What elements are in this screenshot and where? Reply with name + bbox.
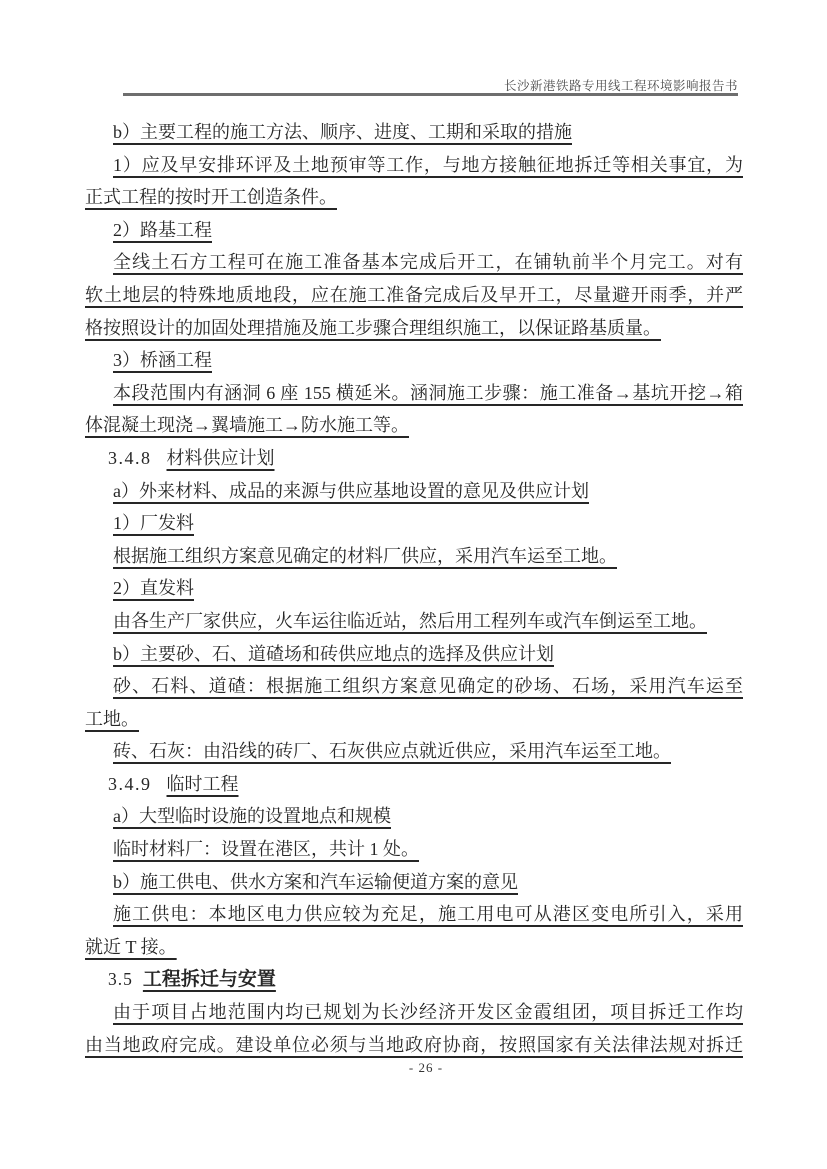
section-heading [85,768,743,801]
paragraph-line [85,540,743,573]
paragraph-line [85,1029,743,1062]
paragraph-line [85,312,743,345]
paragraph-line [85,409,743,442]
paragraph-text: 正式工程的按时开工创造条件。 [85,187,337,208]
section-title: 临时工程 [166,773,239,794]
paragraph-line [85,572,743,605]
paragraph-line [85,670,743,703]
paragraph-line [85,181,743,214]
paragraph-line [85,638,743,671]
paragraph-line [85,703,743,736]
paragraph-text: 1）厂发料 [113,513,194,534]
paragraph-text: b）施工供电、供水方案和汽车运输便道方案的意见 [113,871,518,892]
header-rule [123,93,738,96]
paragraph-line [85,735,743,768]
paragraph-text: 1）应及早安排环评及土地预审等工作，与地方接触征地拆迁等相关事宜，为 [113,154,743,175]
section-number: 3.4.9 [108,773,152,794]
paragraph-text: 本段范围内有涵洞 6 座 155 横延米。涵洞施工步骤：施工准备→基坑开挖→箱 [113,382,743,403]
paragraph-line [85,605,743,638]
section-title: 材料供应计划 [166,447,275,468]
paragraph-text: 由于项目占地范围内均已规划为长沙经济开发区金霞组团，项目拆迁工作均 [113,1002,743,1023]
paragraph-line [85,214,743,247]
paragraph-line [85,866,743,899]
section-heading [85,442,743,475]
paragraph-line [85,833,743,866]
paragraph-text: 就近 T 接。 [85,936,177,957]
paragraph-text: 体混凝土现浇→翼墙施工→防水施工等。 [85,415,409,436]
paragraph-line [85,246,743,279]
paragraph-line [85,116,743,149]
section-title: 工程拆迁与安置 [142,969,276,991]
paragraph-line [85,931,743,964]
paragraph-text: 临时材料厂：设置在港区，共计 1 处。 [113,839,419,860]
paragraph-text: 全线土石方工程可在施工准备基本完成后开工，在铺轨前半个月完工。对有 [113,252,743,273]
running-head-title: 长沙新港铁路专用线工程环境影响报告书 [503,79,738,93]
paragraph-line [85,149,743,182]
paragraph-text: 砂、石料、道碴：根据施工组织方案意见确定的砂场、石场，采用汽车运至 [113,676,743,697]
paragraph-line [85,377,743,410]
paragraph-text: 由各生产厂家供应，火车运往临近站，然后用工程列车或汽车倒运至工地。 [113,610,707,631]
paragraph-text: a）外来材料、成品的来源与供应基地设置的意见及供应计划 [113,480,589,501]
paragraph-line [85,996,743,1029]
paragraph-text: 由当地政府完成。建设单位必须与当地政府协商，按照国家有关法律法规对拆迁 [85,1034,743,1055]
paragraph-text: 软土地层的特殊地质地段，应在施工准备完成后及早开工，尽量避开雨季，并严 [85,284,743,305]
paragraph-text: a）大型临时设施的设置地点和规模 [113,806,391,827]
paragraph-text: 工地。 [85,708,139,729]
section-number: 3.4.8 [108,447,152,468]
page-number: - 26 - [408,1060,444,1075]
paragraph-line [85,507,743,540]
document-body [85,116,743,1061]
paragraph-line [85,344,743,377]
paragraph-text: 根据施工组织方案意见确定的材料厂供应，采用汽车运至工地。 [113,545,617,566]
section-number: 3.5 [108,969,133,990]
paragraph-text: 2）直发料 [113,578,194,599]
paragraph-text: 施工供电：本地区电力供应较为充足，施工用电可从港区变电所引入，采用 [113,904,743,925]
paragraph-text: 3）桥涵工程 [113,350,212,371]
paragraph-text: 2）路基工程 [113,219,212,240]
paragraph-text: 砖、石灰：由沿线的砖厂、石灰供应点就近供应，采用汽车运至工地。 [113,741,671,762]
section-heading [85,963,743,996]
paragraph-text: b）主要砂、石、道碴场和砖供应地点的选择及供应计划 [113,643,554,664]
paragraph-line [85,475,743,508]
paragraph-text: b）主要工程的施工方法、顺序、进度、工期和采取的措施 [113,122,572,142]
paragraph-text: 格按照设计的加固处理措施及施工步骤合理组织施工，以保证路基质量。 [85,317,661,338]
paragraph-line [85,800,743,833]
paragraph-line [85,279,743,312]
paragraph-line [85,898,743,931]
